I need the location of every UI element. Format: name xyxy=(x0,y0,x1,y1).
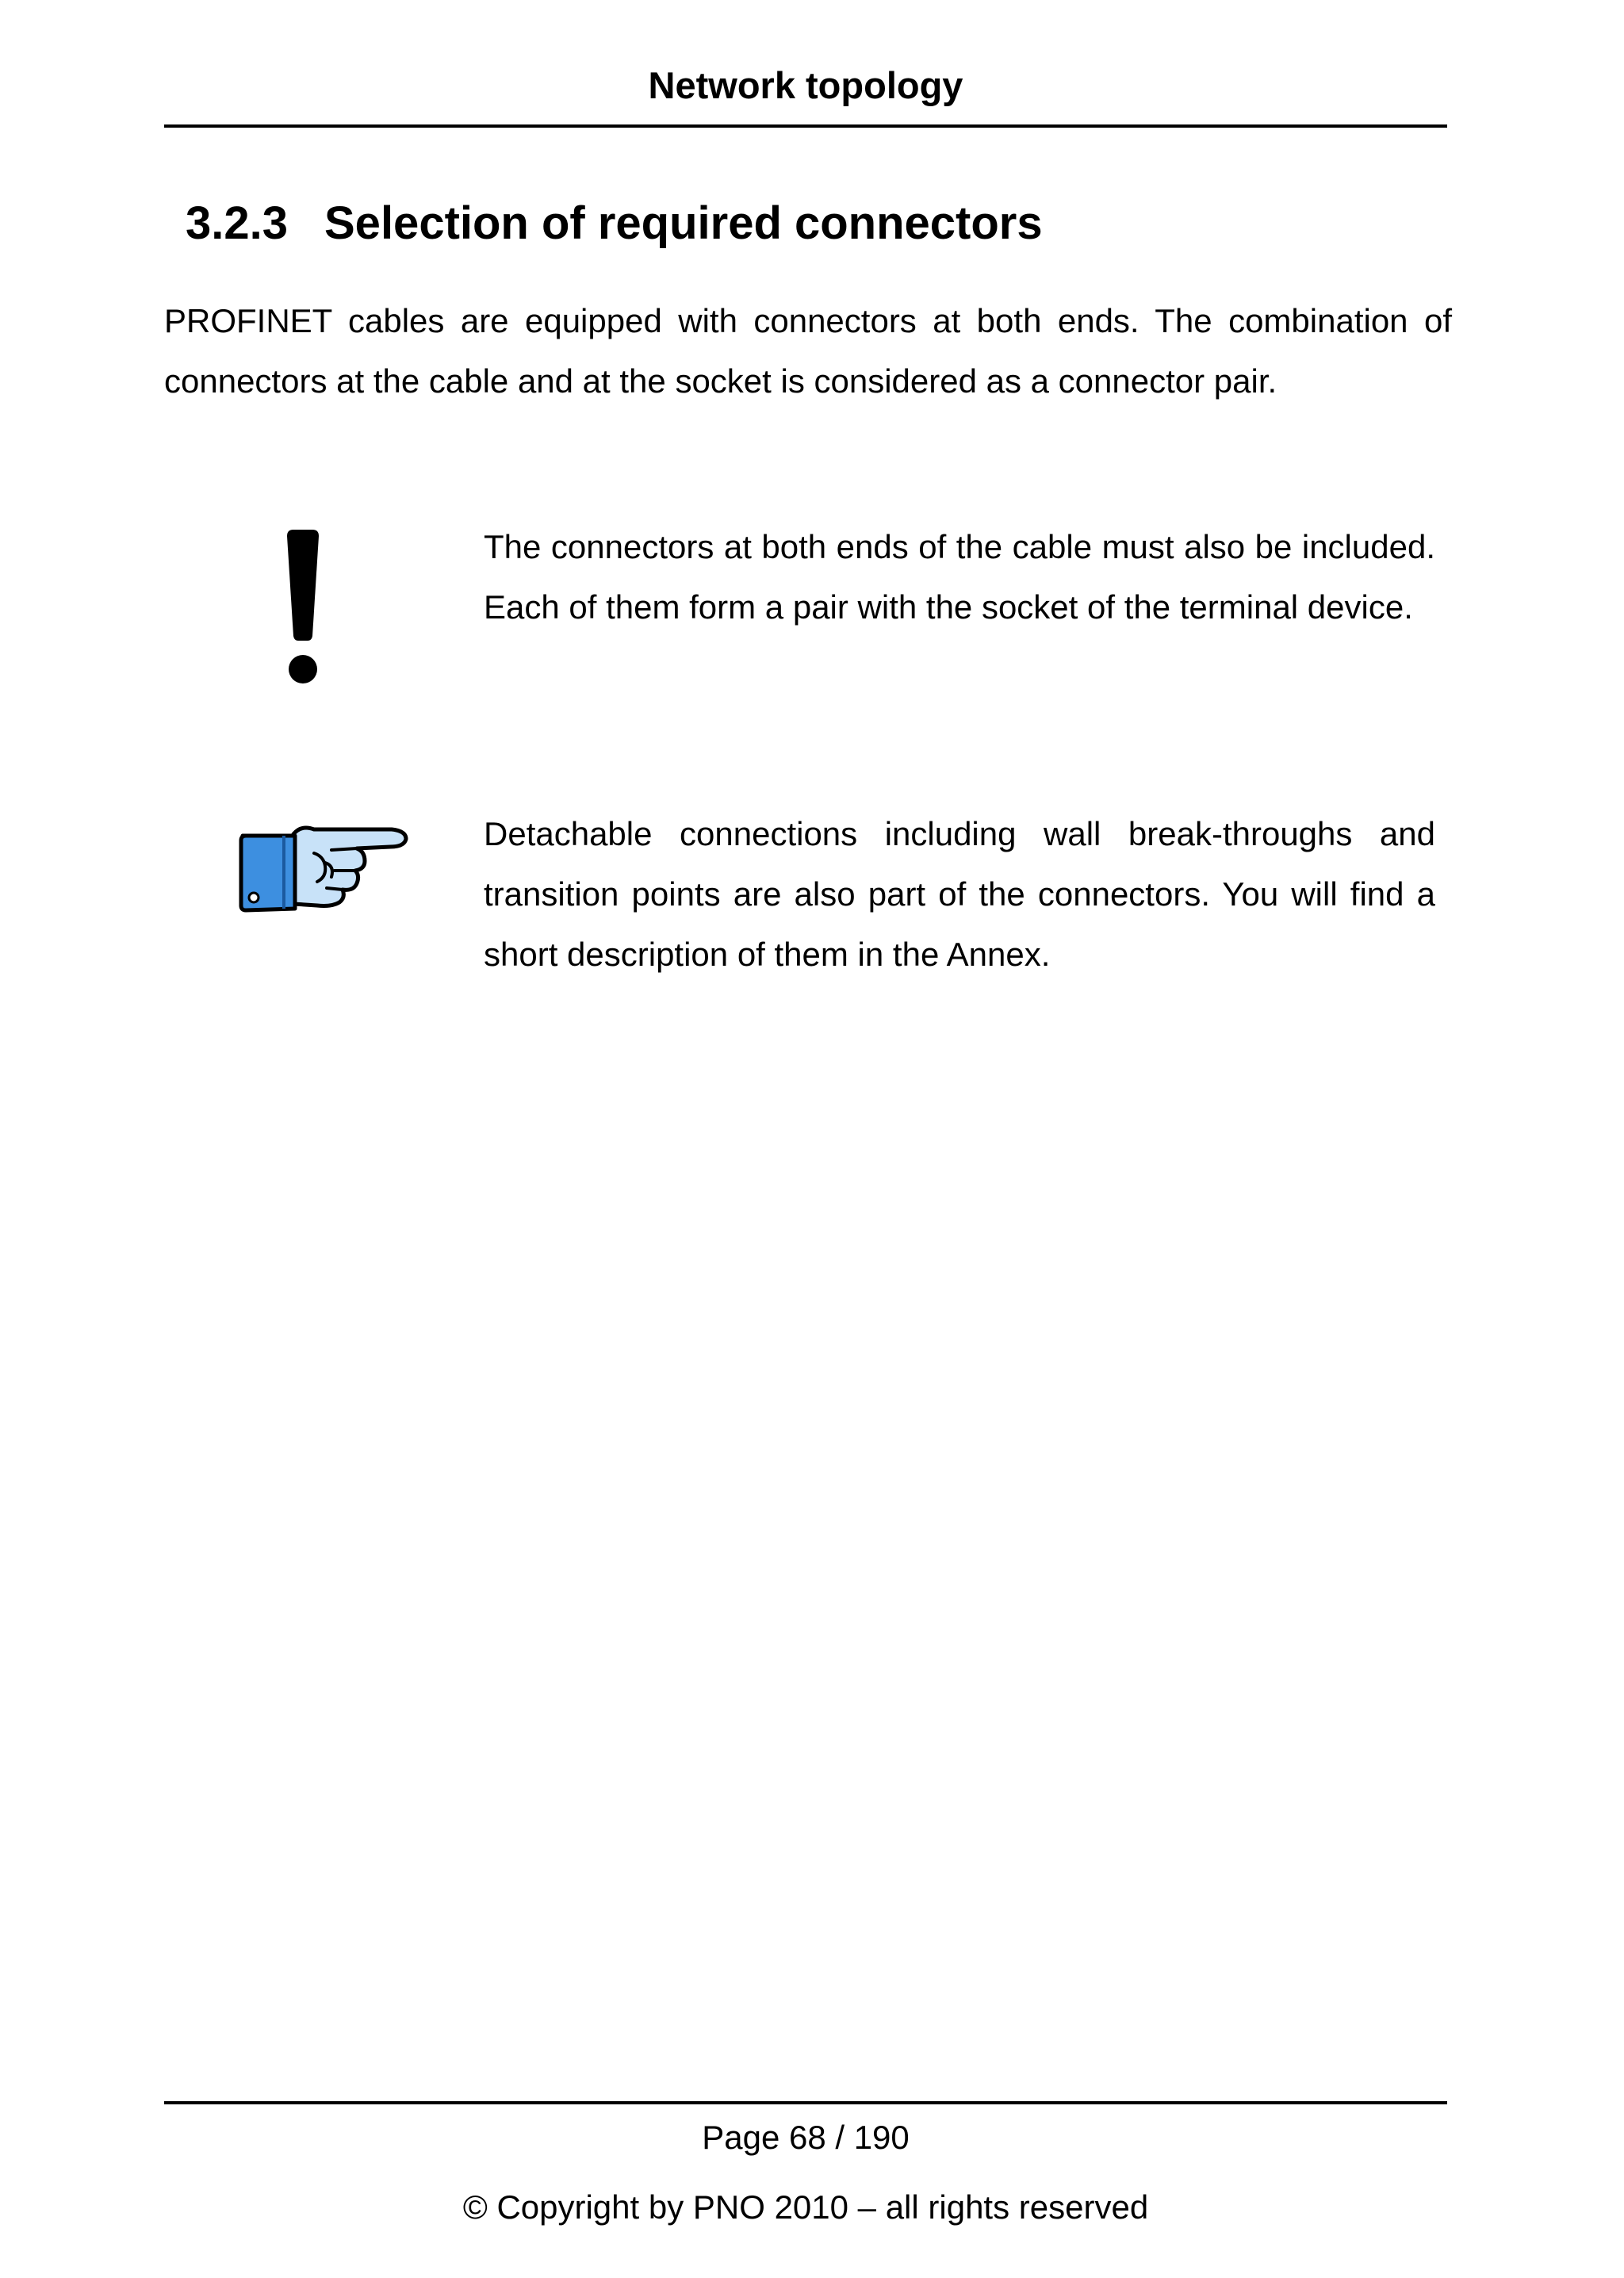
header-divider xyxy=(164,124,1447,128)
page-number: Page 68 / 190 xyxy=(702,2119,910,2156)
footer-divider xyxy=(164,2101,1447,2104)
section-heading xyxy=(186,192,1043,255)
section-number: 3.2.3 xyxy=(186,197,288,249)
intro-paragraph: PROFINET cables are equipped with connectors at both ends. The combination of connectors at the cable and at the socket is considered as a connector pair. xyxy=(164,302,1452,400)
page-header-title: Network topology xyxy=(648,64,963,106)
pointing-hand-icon xyxy=(238,821,409,913)
exclamation-icon xyxy=(284,528,322,687)
copyright-notice: © Copyright by PNO 2010 – all rights reserved xyxy=(462,2188,1149,2226)
note-text-detachable-connections: Detachable connections including wall break-throughs and transition points are also part of the connectors. You will find a short description of them in the Annex. xyxy=(484,815,1435,973)
note-text-connectors: The connectors at both ends of the cable must also be included. Each of them form a pair with the socket of the terminal device. xyxy=(484,528,1435,626)
section-title: Selection of required connectors xyxy=(324,197,1043,249)
